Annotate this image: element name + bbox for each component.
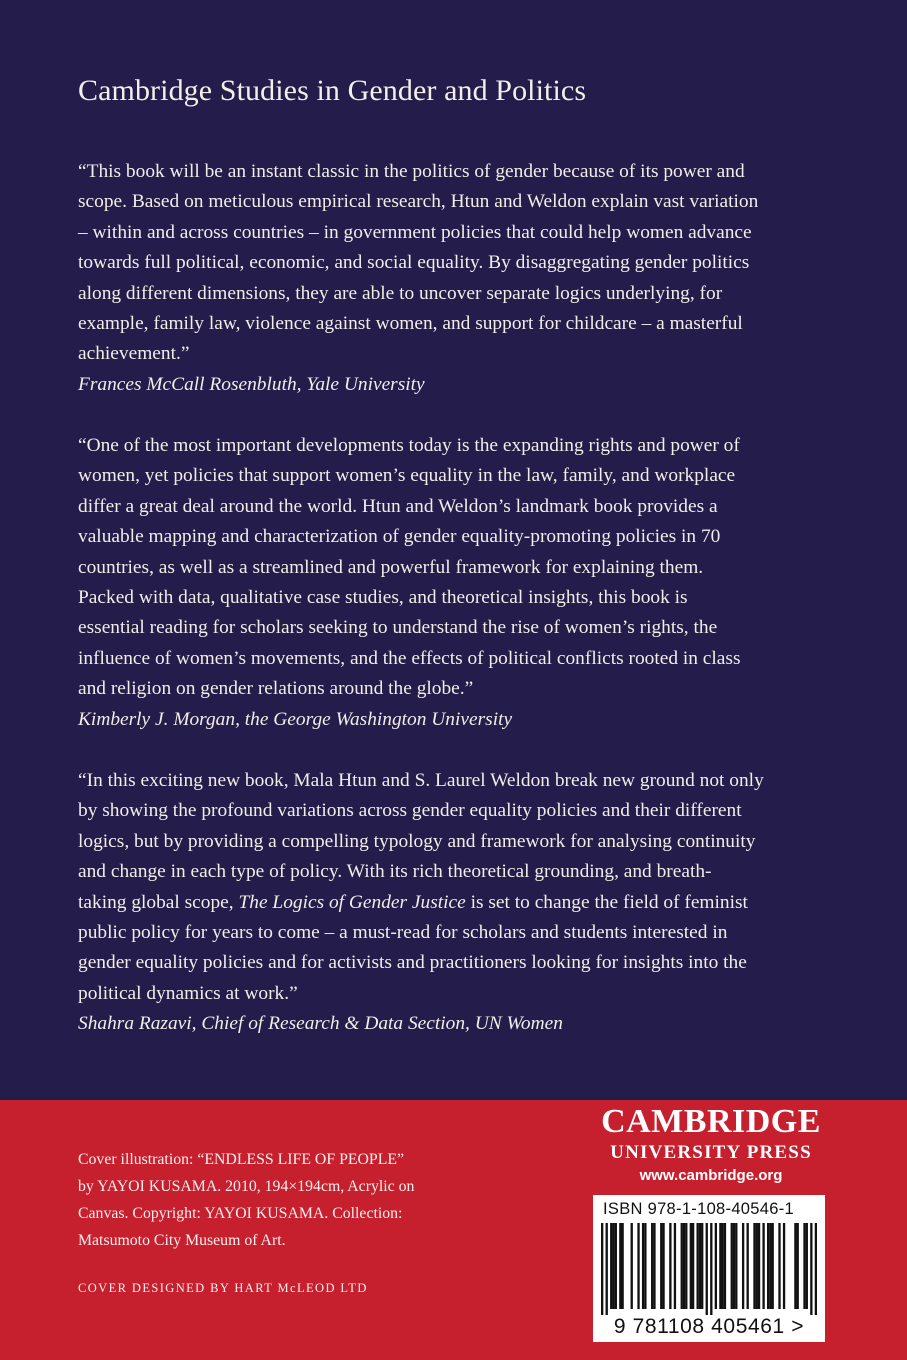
barcode-bar (794, 1223, 796, 1309)
barcode-bar (619, 1223, 621, 1309)
barcode-bar (778, 1223, 780, 1309)
barcode-bar (685, 1223, 687, 1309)
isbn-barcode (593, 1195, 825, 1342)
barcode-bar (797, 1223, 799, 1309)
barcode-bar (758, 1223, 760, 1309)
cover-illustration-credit (78, 1146, 414, 1254)
barcode-bar (601, 1223, 603, 1315)
barcode-bar (733, 1223, 735, 1309)
publisher-logo (596, 1102, 826, 1164)
quote-line: achievement.” (78, 343, 190, 365)
credit-line: Canvas. Copyright: YAYOI KUSAMA. Collection: (78, 1205, 403, 1222)
quote-line: towards full political, economic, and social equality. By disaggregating gender politics (78, 252, 750, 274)
barcode-bar (674, 1223, 676, 1309)
endorsement-quote-3 (78, 766, 828, 1040)
quote-line: and religion on gender relations around the globe.” (78, 678, 474, 700)
barcode-bar (753, 1223, 755, 1309)
barcode-bar (803, 1223, 805, 1309)
quote-line: Packed with data, qualitative case studies, and theoretical insights, this book is (78, 587, 688, 609)
barcode-bar (701, 1223, 703, 1309)
barcode-bar (722, 1223, 724, 1309)
barcode-bar (762, 1223, 764, 1309)
barcode-bar (719, 1223, 721, 1309)
quote-text: is set to change the field of feminist (465, 891, 748, 913)
barcode-bar (783, 1223, 785, 1309)
barcode-bar (660, 1223, 662, 1309)
barcode-bars (601, 1223, 817, 1315)
quote-line: scope. Based on meticulous empirical research, Htun and Weldon explain vast variation (78, 191, 759, 213)
credit-line: by YAYOI KUSAMA. 2010, 194×194cm, Acrylic on (78, 1178, 415, 1195)
quote-text: taking global scope, (78, 891, 239, 913)
quote-line: essential reading for scholars seeking to understand the rise of women’s rights, the (78, 617, 718, 639)
barcode-bar (810, 1223, 812, 1315)
barcode-bar (637, 1223, 639, 1309)
barcode-bar (653, 1223, 655, 1309)
barcode-bar (662, 1223, 664, 1309)
barcode-bar (772, 1223, 774, 1309)
cover-designer-credit: COVER DESIGNED BY HART McLEOD LTD (78, 1281, 368, 1295)
barcode-bar (742, 1223, 744, 1309)
quote-line: differ a great deal around the world. Htun and Weldon’s landmark book provides a (78, 495, 718, 517)
barcode-bar (631, 1223, 633, 1309)
quote-line: and change in each type of policy. With its rich theoretical grounding, and breath- (78, 861, 712, 883)
barcode-bar (692, 1223, 694, 1309)
publisher-subtitle: UNIVERSITY PRESS (610, 1142, 812, 1163)
barcode-bar (615, 1223, 617, 1309)
barcode-bar (756, 1223, 758, 1309)
barcode-bar (724, 1223, 726, 1309)
quote-line-with-book-title (78, 888, 828, 918)
quote-line: logics, but by providing a compelling typology and framework for analysing continuity (78, 830, 756, 852)
barcode-bar (681, 1223, 683, 1309)
barcode-bar (669, 1223, 671, 1309)
barcode-bar (606, 1223, 608, 1315)
barcode-bar (769, 1223, 771, 1309)
quote-line: countries, as well as a streamlined and powerful framework for explaining them. (78, 556, 704, 578)
publisher-url[interactable]: www.cambridge.org (639, 1167, 783, 1184)
barcode-digits: 9 781108 405461 > (613, 1315, 805, 1338)
quote-line: “In this exciting new book, Mala Htun and S. Laurel Weldon break new ground not only (78, 770, 764, 791)
barcode-bar (731, 1223, 733, 1309)
publisher-name: CAMBRIDGE (601, 1103, 821, 1140)
barcode-bar (715, 1223, 717, 1309)
quote-line: public policy for years to come – a must-read for scholars and students interested in (78, 922, 728, 944)
barcode-bar (621, 1223, 623, 1309)
quote-line: valuable mapping and characterization of gender equality-promoting policies in 70 (78, 526, 721, 548)
credit-line: Cover illustration: “ENDLESS LIFE OF PEOPLE” (78, 1151, 405, 1168)
barcode-bar (815, 1223, 817, 1315)
barcode-bar (644, 1223, 646, 1309)
barcode-bar (612, 1223, 614, 1309)
footer-band (0, 1100, 907, 1360)
book-title: The Logics of Gender Justice (238, 891, 466, 913)
endorsement-quote-2 (78, 431, 828, 735)
quote-line: by showing the profound variations across gender equality policies and their different (78, 800, 742, 822)
quote-line: women, yet policies that support women’s equality in the law, family, and workplace (78, 465, 736, 487)
barcode-bar (806, 1223, 808, 1309)
quote-line: “This book will be an instant classic in the politics of gender because of its power and (78, 161, 745, 182)
barcode-bar (767, 1223, 769, 1309)
quote-line: example, family law, violence against women, and support for childcare – a masterful (78, 313, 743, 335)
series-title: Cambridge Studies in Gender and Politics (78, 74, 587, 107)
barcode-bar (706, 1223, 708, 1315)
credit-line: Matsumoto City Museum of Art. (78, 1232, 286, 1249)
barcode-bar (651, 1223, 653, 1309)
barcode-bar (699, 1223, 701, 1309)
barcode-bar (710, 1223, 712, 1315)
barcode-bar (747, 1223, 749, 1309)
quote-line: gender equality policies and for activists and practitioners looking for insights into the (78, 952, 747, 974)
barcode-bar (683, 1223, 685, 1309)
quote-line: political dynamics at work.” (78, 982, 298, 1004)
quote-line: influence of women’s movements, and the effects of political conflicts rooted in class (78, 647, 741, 669)
barcode-bar (642, 1223, 644, 1309)
barcode-bar (610, 1223, 612, 1309)
barcode-bar (735, 1223, 737, 1309)
quote-line: – within and across countries – in government policies that could help women advance (78, 221, 752, 243)
isbn-label: ISBN 978-1-108-40546-1 (603, 1200, 794, 1218)
quote-attribution: Kimberly J. Morgan, the George Washington University (78, 708, 513, 730)
quote-line: “One of the most important developments today is the expanding rights and power of (78, 435, 740, 456)
quote-attribution: Frances McCall Rosenbluth, Yale University (78, 373, 425, 395)
quote-line: along different dimensions, they are able to uncover separate logics underlying, for (78, 282, 723, 304)
barcode-bar (690, 1223, 692, 1309)
endorsement-quote-1 (78, 157, 828, 400)
quote-attribution: Shahra Razavi, Chief of Research & Data Section, UN Women (78, 1013, 563, 1035)
barcode-bar (696, 1223, 698, 1309)
